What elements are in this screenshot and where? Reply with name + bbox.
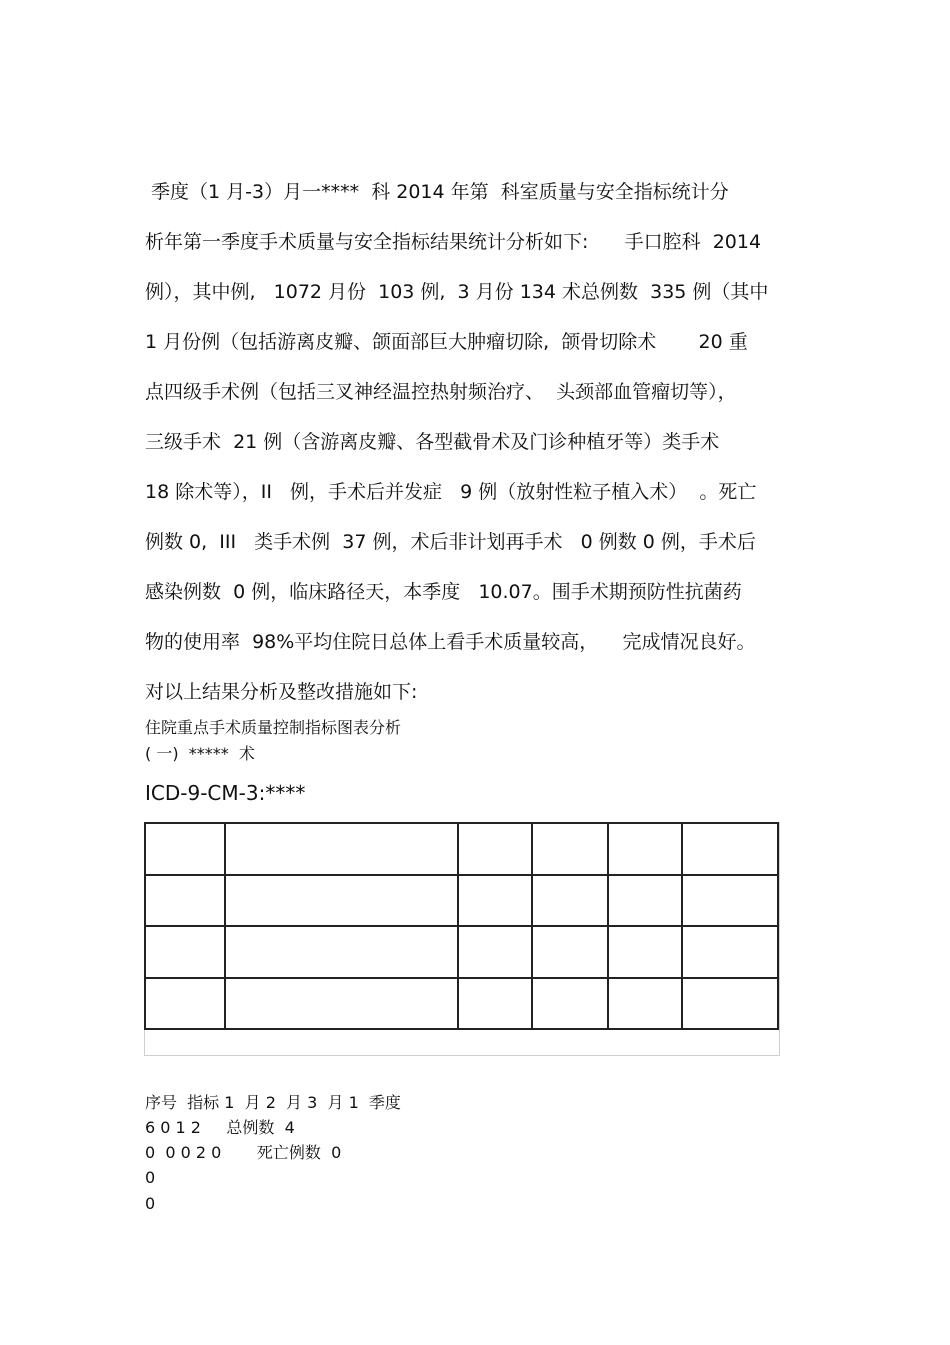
table-cell [532,875,608,926]
text-line: 0 0 0 2 0 死亡例数 0 [145,1143,342,1162]
subsection-title: ( 一) ***** 术 [145,744,255,763]
paragraph-line: 点四级手术例（包括三叉神经温控热射频治疗、 头颈部血管瘤切等）， [145,381,737,403]
table-cell [532,823,608,875]
table-cell [145,978,225,1029]
paragraph-line: 物的使用率 98%平均住院日总体上看手术质量较高， 完成情况良好。 [145,631,756,653]
paragraph-line: 感染例数 0 例，临床路径天，本季度 10.07。围手术期预防性抗菌药 [145,581,742,603]
table-cell [458,823,532,875]
table-row [145,978,778,1029]
paragraph-line: 例），其中例, 1072 月份 103 例, 3 月份 134 术总例数 335 例（其中 [145,281,769,303]
text-line: 0 [145,1168,156,1187]
table-cell [608,875,682,926]
table-cell [225,926,458,978]
paragraph-line: 析年第一季度手术质量与安全指标结果统计分析如下: 手口腔科 2014 [145,231,762,253]
table-cell [682,875,778,926]
table-cell [145,926,225,978]
paragraph-line: 18 除术等），II 例，手术后并发症 9 例（放射性粒子植入术） 。死亡 [145,481,757,503]
table-cell [458,978,532,1029]
icd-code: ICD-9-CM-3:**** [145,781,306,805]
table-row [145,875,778,926]
paragraph-line: 例数 0, III 类手术例 37 例，术后非计划再手术 0 例数 0 例，手术后 [145,531,756,553]
paragraph-line: 对以上结果分析及整改措施如下: [145,681,418,703]
indicator-table [144,822,779,1030]
table-cell [458,875,532,926]
table-cell [225,875,458,926]
table-row [145,926,778,978]
table-cell [225,978,458,1029]
table-cell [608,926,682,978]
table-cell [682,926,778,978]
paragraph-line: 1 月份例（包括游离皮瓣、颌面部巨大肿瘤切除, 颌骨切除术 20 重 [145,331,748,353]
table-cell [608,978,682,1029]
section-title: 住院重点手术质量控制指标图表分析 [145,718,402,737]
table-cell [145,875,225,926]
table-cell [532,978,608,1029]
table-row [145,823,778,875]
table-cell [225,823,458,875]
paragraph-line: 季度（1 月-3）月一**** 科 2014 年第 科室质量与安全指标统计分 [145,181,729,203]
table-cell [682,978,778,1029]
table-cell [532,926,608,978]
text-line: 序号 指标 1 月 2 月 3 月 1 季度 [145,1093,401,1112]
text-line: 6 0 1 2 总例数 4 [145,1118,295,1137]
table-cell [145,823,225,875]
paragraph-line: 三级手术 21 例（含游离皮瓣、各型截骨术及门诊种植牙等）类手术 [145,431,720,453]
table-cell [608,823,682,875]
table-cell [682,823,778,875]
table-cell [458,926,532,978]
text-line: 0 [145,1194,156,1213]
